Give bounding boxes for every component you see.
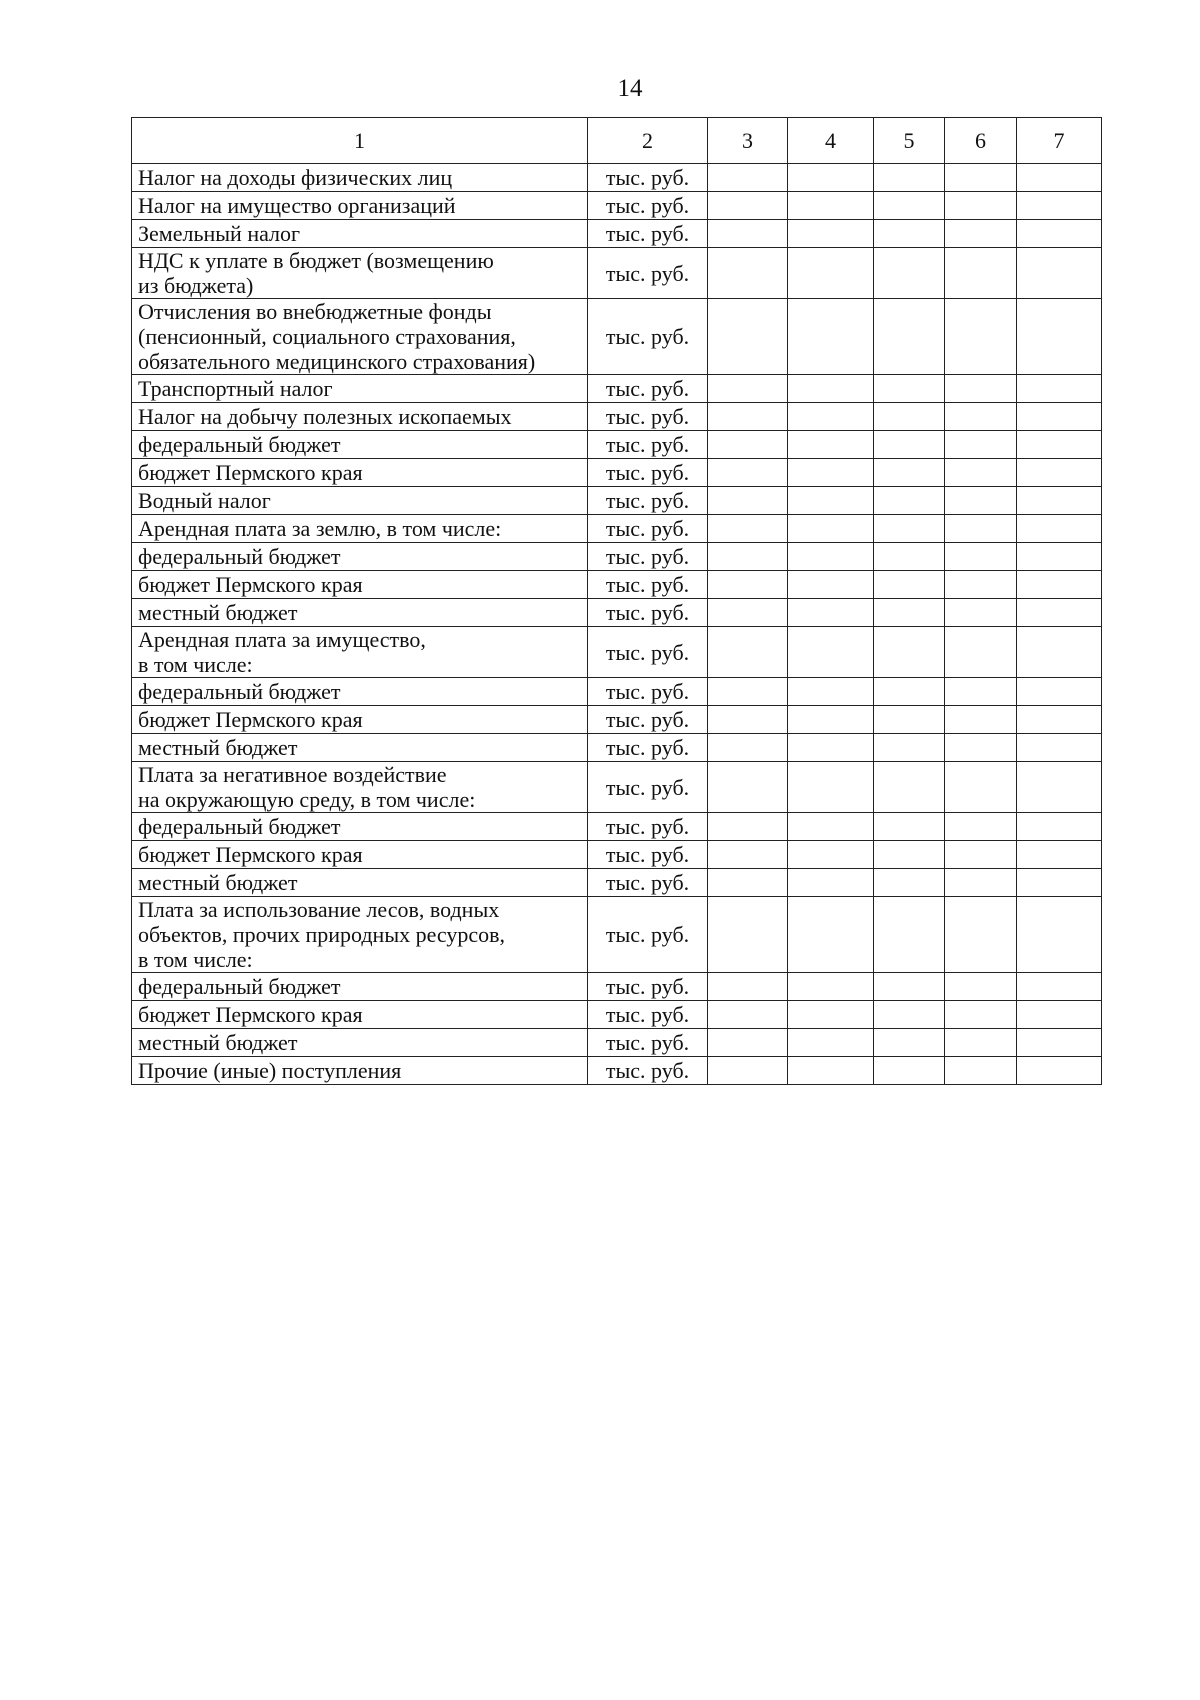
value-cell-col-4 <box>788 220 874 248</box>
value-cell-col-4 <box>788 1029 874 1057</box>
value-cell-col-3 <box>708 220 788 248</box>
row-unit-cell: тыс. руб. <box>588 897 708 973</box>
value-cell-col-3 <box>708 627 788 678</box>
value-cell-col-5 <box>874 431 945 459</box>
row-unit-cell: тыс. руб. <box>588 571 708 599</box>
table-row <box>132 164 1102 192</box>
column-header-4: 4 <box>788 118 874 164</box>
table-row <box>132 599 1102 627</box>
value-cell-col-5 <box>874 164 945 192</box>
value-cell-col-5 <box>874 678 945 706</box>
table-row <box>132 627 1102 678</box>
row-unit-cell: тыс. руб. <box>588 220 708 248</box>
value-cell-col-4 <box>788 431 874 459</box>
value-cell-col-6 <box>945 459 1017 487</box>
value-cell-col-4 <box>788 403 874 431</box>
value-cell-col-7 <box>1017 706 1102 734</box>
row-name-cell: бюджет Пермского края <box>132 571 588 599</box>
table-row <box>132 515 1102 543</box>
value-cell-col-3 <box>708 299 788 375</box>
row-name-cell: Прочие (иные) поступления <box>132 1057 588 1085</box>
row-unit-cell: тыс. руб. <box>588 1057 708 1085</box>
page-number: 14 <box>617 75 643 102</box>
table-row <box>132 543 1102 571</box>
row-unit-cell: тыс. руб. <box>588 487 708 515</box>
row-name-cell: федеральный бюджет <box>132 678 588 706</box>
value-cell-col-4 <box>788 813 874 841</box>
table-row <box>132 487 1102 515</box>
table-header <box>132 118 1102 164</box>
value-cell-col-3 <box>708 571 788 599</box>
row-name-cell: федеральный бюджет <box>132 431 588 459</box>
row-name-cell: федеральный бюджет <box>132 543 588 571</box>
table-row <box>132 459 1102 487</box>
value-cell-col-5 <box>874 734 945 762</box>
value-cell-col-3 <box>708 248 788 299</box>
value-cell-col-5 <box>874 599 945 627</box>
row-unit-cell: тыс. руб. <box>588 1029 708 1057</box>
table-row <box>132 1029 1102 1057</box>
row-unit-cell: тыс. руб. <box>588 431 708 459</box>
column-header-5: 5 <box>874 118 945 164</box>
row-unit-cell: тыс. руб. <box>588 813 708 841</box>
value-cell-col-3 <box>708 515 788 543</box>
value-cell-col-6 <box>945 627 1017 678</box>
table-row <box>132 1057 1102 1085</box>
value-cell-col-4 <box>788 487 874 515</box>
value-cell-col-5 <box>874 571 945 599</box>
row-unit-cell: тыс. руб. <box>588 515 708 543</box>
row-unit-cell: тыс. руб. <box>588 299 708 375</box>
table-row <box>132 706 1102 734</box>
value-cell-col-5 <box>874 299 945 375</box>
value-cell-col-3 <box>708 375 788 403</box>
value-cell-col-6 <box>945 678 1017 706</box>
value-cell-col-3 <box>708 973 788 1001</box>
value-cell-col-3 <box>708 403 788 431</box>
value-cell-col-7 <box>1017 571 1102 599</box>
column-header-3: 3 <box>708 118 788 164</box>
row-name-cell: Арендная плата за имущество, в том числе: <box>132 627 588 678</box>
value-cell-col-3 <box>708 599 788 627</box>
value-cell-col-7 <box>1017 813 1102 841</box>
value-cell-col-4 <box>788 1001 874 1029</box>
value-cell-col-6 <box>945 248 1017 299</box>
value-cell-col-7 <box>1017 869 1102 897</box>
value-cell-col-7 <box>1017 459 1102 487</box>
row-name-cell: Арендная плата за землю, в том числе: <box>132 515 588 543</box>
value-cell-col-6 <box>945 192 1017 220</box>
value-cell-col-6 <box>945 1057 1017 1085</box>
value-cell-col-6 <box>945 706 1017 734</box>
table-row <box>132 375 1102 403</box>
value-cell-col-7 <box>1017 543 1102 571</box>
value-cell-col-4 <box>788 515 874 543</box>
value-cell-col-4 <box>788 734 874 762</box>
value-cell-col-5 <box>874 515 945 543</box>
value-cell-col-6 <box>945 869 1017 897</box>
value-cell-col-6 <box>945 431 1017 459</box>
value-cell-col-6 <box>945 375 1017 403</box>
table-row <box>132 248 1102 299</box>
value-cell-col-4 <box>788 543 874 571</box>
table-row <box>132 431 1102 459</box>
table-row <box>132 571 1102 599</box>
value-cell-col-7 <box>1017 734 1102 762</box>
value-cell-col-6 <box>945 599 1017 627</box>
value-cell-col-5 <box>874 248 945 299</box>
value-cell-col-3 <box>708 1029 788 1057</box>
value-cell-col-6 <box>945 515 1017 543</box>
value-cell-col-4 <box>788 599 874 627</box>
row-name-cell: местный бюджет <box>132 869 588 897</box>
row-name-cell: Транспортный налог <box>132 375 588 403</box>
value-cell-col-3 <box>708 734 788 762</box>
table-row <box>132 813 1102 841</box>
value-cell-col-7 <box>1017 599 1102 627</box>
value-cell-col-5 <box>874 220 945 248</box>
value-cell-col-4 <box>788 1057 874 1085</box>
value-cell-col-6 <box>945 841 1017 869</box>
value-cell-col-3 <box>708 164 788 192</box>
value-cell-col-4 <box>788 248 874 299</box>
value-cell-col-5 <box>874 813 945 841</box>
value-cell-col-7 <box>1017 248 1102 299</box>
table-row <box>132 841 1102 869</box>
row-unit-cell: тыс. руб. <box>588 973 708 1001</box>
value-cell-col-6 <box>945 813 1017 841</box>
value-cell-col-4 <box>788 571 874 599</box>
row-unit-cell: тыс. руб. <box>588 543 708 571</box>
row-name-cell: бюджет Пермского края <box>132 841 588 869</box>
value-cell-col-4 <box>788 627 874 678</box>
value-cell-col-6 <box>945 973 1017 1001</box>
value-cell-col-7 <box>1017 1057 1102 1085</box>
value-cell-col-5 <box>874 459 945 487</box>
value-cell-col-4 <box>788 897 874 973</box>
row-unit-cell: тыс. руб. <box>588 627 708 678</box>
value-cell-col-4 <box>788 678 874 706</box>
value-cell-col-5 <box>874 1029 945 1057</box>
value-cell-col-3 <box>708 678 788 706</box>
row-unit-cell: тыс. руб. <box>588 734 708 762</box>
value-cell-col-7 <box>1017 973 1102 1001</box>
value-cell-col-7 <box>1017 192 1102 220</box>
table-row <box>132 1001 1102 1029</box>
value-cell-col-7 <box>1017 515 1102 543</box>
row-name-cell: местный бюджет <box>132 599 588 627</box>
value-cell-col-7 <box>1017 220 1102 248</box>
row-name-cell: НДС к уплате в бюджет (возмещению из бюджета) <box>132 248 588 299</box>
value-cell-col-7 <box>1017 762 1102 813</box>
row-unit-cell: тыс. руб. <box>588 869 708 897</box>
value-cell-col-7 <box>1017 487 1102 515</box>
value-cell-col-4 <box>788 841 874 869</box>
row-unit-cell: тыс. руб. <box>588 459 708 487</box>
value-cell-col-5 <box>874 1057 945 1085</box>
value-cell-col-7 <box>1017 375 1102 403</box>
value-cell-col-6 <box>945 543 1017 571</box>
value-cell-col-7 <box>1017 403 1102 431</box>
value-cell-col-7 <box>1017 1029 1102 1057</box>
column-header-7: 7 <box>1017 118 1102 164</box>
column-header-1: 1 <box>132 118 588 164</box>
value-cell-col-7 <box>1017 897 1102 973</box>
value-cell-col-4 <box>788 706 874 734</box>
value-cell-col-6 <box>945 299 1017 375</box>
value-cell-col-4 <box>788 762 874 813</box>
row-name-cell: местный бюджет <box>132 734 588 762</box>
row-name-cell: бюджет Пермского края <box>132 1001 588 1029</box>
row-unit-cell: тыс. руб. <box>588 599 708 627</box>
table-row <box>132 299 1102 375</box>
table-row <box>132 869 1102 897</box>
value-cell-col-6 <box>945 734 1017 762</box>
value-cell-col-5 <box>874 973 945 1001</box>
table-row <box>132 973 1102 1001</box>
row-name-cell: Налог на доходы физических лиц <box>132 164 588 192</box>
value-cell-col-5 <box>874 841 945 869</box>
value-cell-col-3 <box>708 841 788 869</box>
value-cell-col-5 <box>874 487 945 515</box>
value-cell-col-4 <box>788 973 874 1001</box>
revenue-table <box>131 117 1102 1085</box>
value-cell-col-5 <box>874 627 945 678</box>
value-cell-col-3 <box>708 762 788 813</box>
value-cell-col-4 <box>788 375 874 403</box>
column-header-6: 6 <box>945 118 1017 164</box>
value-cell-col-6 <box>945 1029 1017 1057</box>
row-name-cell: Водный налог <box>132 487 588 515</box>
value-cell-col-5 <box>874 1001 945 1029</box>
row-unit-cell: тыс. руб. <box>588 248 708 299</box>
row-name-cell: Плата за негативное воздействие на окружающую среду, в том числе: <box>132 762 588 813</box>
value-cell-col-6 <box>945 164 1017 192</box>
row-name-cell: Плата за использование лесов, водных объектов, прочих природных ресурсов, в том числе: <box>132 897 588 973</box>
value-cell-col-7 <box>1017 627 1102 678</box>
value-cell-col-5 <box>874 375 945 403</box>
table-row <box>132 897 1102 973</box>
value-cell-col-6 <box>945 220 1017 248</box>
value-cell-col-3 <box>708 1001 788 1029</box>
value-cell-col-4 <box>788 164 874 192</box>
value-cell-col-7 <box>1017 431 1102 459</box>
value-cell-col-6 <box>945 897 1017 973</box>
row-unit-cell: тыс. руб. <box>588 1001 708 1029</box>
value-cell-col-7 <box>1017 841 1102 869</box>
value-cell-col-6 <box>945 762 1017 813</box>
row-name-cell: Земельный налог <box>132 220 588 248</box>
value-cell-col-5 <box>874 403 945 431</box>
row-name-cell: местный бюджет <box>132 1029 588 1057</box>
row-unit-cell: тыс. руб. <box>588 762 708 813</box>
row-unit-cell: тыс. руб. <box>588 192 708 220</box>
row-name-cell: бюджет Пермского края <box>132 459 588 487</box>
value-cell-col-5 <box>874 762 945 813</box>
value-cell-col-4 <box>788 299 874 375</box>
value-cell-col-4 <box>788 869 874 897</box>
row-name-cell: Налог на добычу полезных ископаемых <box>132 403 588 431</box>
column-header-2: 2 <box>588 118 708 164</box>
row-name-cell: Отчисления во внебюджетные фонды (пенсионный, социального страхования, обязательного медицинского страхования) <box>132 299 588 375</box>
value-cell-col-3 <box>708 897 788 973</box>
value-cell-col-3 <box>708 192 788 220</box>
row-unit-cell: тыс. руб. <box>588 706 708 734</box>
value-cell-col-6 <box>945 1001 1017 1029</box>
value-cell-col-7 <box>1017 299 1102 375</box>
value-cell-col-7 <box>1017 164 1102 192</box>
value-cell-col-3 <box>708 706 788 734</box>
value-cell-col-5 <box>874 897 945 973</box>
row-unit-cell: тыс. руб. <box>588 164 708 192</box>
value-cell-col-6 <box>945 571 1017 599</box>
value-cell-col-4 <box>788 459 874 487</box>
table-row <box>132 192 1102 220</box>
value-cell-col-5 <box>874 543 945 571</box>
table-row <box>132 762 1102 813</box>
value-cell-col-5 <box>874 192 945 220</box>
row-name-cell: федеральный бюджет <box>132 973 588 1001</box>
table-body <box>132 164 1102 1085</box>
value-cell-col-6 <box>945 487 1017 515</box>
row-unit-cell: тыс. руб. <box>588 841 708 869</box>
table-row <box>132 220 1102 248</box>
value-cell-col-3 <box>708 487 788 515</box>
header-row <box>132 118 1102 164</box>
value-cell-col-3 <box>708 459 788 487</box>
value-cell-col-3 <box>708 869 788 897</box>
value-cell-col-3 <box>708 543 788 571</box>
row-name-cell: Налог на имущество организаций <box>132 192 588 220</box>
value-cell-col-6 <box>945 403 1017 431</box>
value-cell-col-5 <box>874 869 945 897</box>
value-cell-col-3 <box>708 431 788 459</box>
value-cell-col-5 <box>874 706 945 734</box>
value-cell-col-3 <box>708 1057 788 1085</box>
table-row <box>132 403 1102 431</box>
row-unit-cell: тыс. руб. <box>588 403 708 431</box>
row-unit-cell: тыс. руб. <box>588 678 708 706</box>
value-cell-col-7 <box>1017 678 1102 706</box>
row-name-cell: бюджет Пермского края <box>132 706 588 734</box>
table-row <box>132 734 1102 762</box>
value-cell-col-3 <box>708 813 788 841</box>
row-name-cell: федеральный бюджет <box>132 813 588 841</box>
value-cell-col-4 <box>788 192 874 220</box>
row-unit-cell: тыс. руб. <box>588 375 708 403</box>
table-row <box>132 678 1102 706</box>
value-cell-col-7 <box>1017 1001 1102 1029</box>
